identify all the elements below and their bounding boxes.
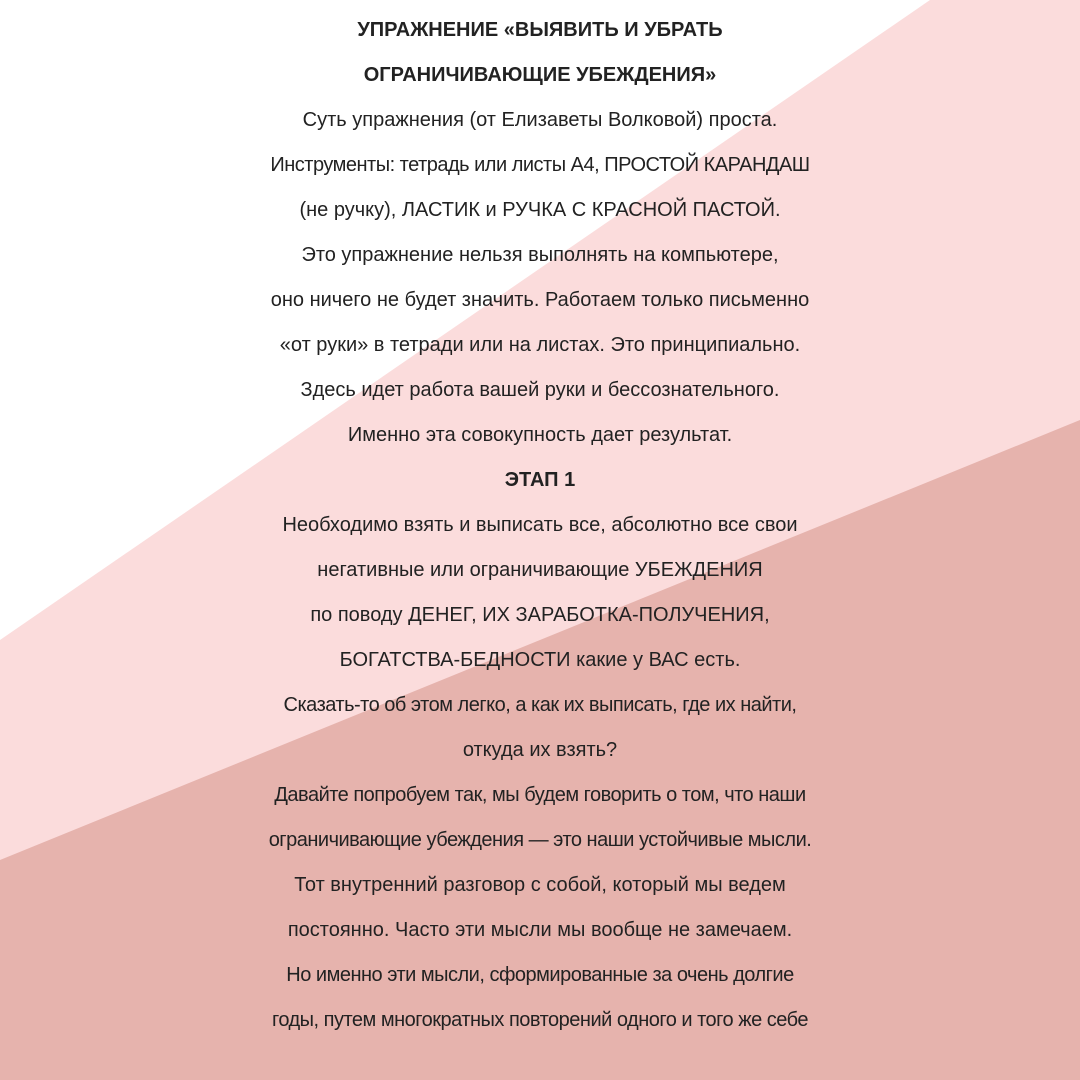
stage-heading: ЭТАП 1 bbox=[504, 469, 576, 491]
stage-line-9: Тот внутренний разговор с собой, который мы ведем bbox=[294, 874, 786, 896]
stage-line-7: Давайте попробуем так, мы будем говорить о том, что наши bbox=[274, 784, 806, 806]
intro-line-8: Именно эта совокупность дает результат. bbox=[347, 424, 733, 446]
stage-line-4: БОГАТСТВА-БЕДНОСТИ какие у ВАС есть. bbox=[339, 649, 741, 671]
stage-line-2: негативные или ограничивающие УБЕЖДЕНИЯ bbox=[317, 559, 763, 581]
stage-line-1: Необходимо взять и выписать все, абсолютно все свои bbox=[282, 514, 798, 536]
stage-line-5: Сказать-то об этом легко, а как их выписать, где их найти, bbox=[283, 694, 797, 716]
title-line-2: ОГРАНИЧИВАЮЩИЕ УБЕЖДЕНИЯ» bbox=[363, 64, 717, 86]
intro-line-3: (не ручку), ЛАСТИК и РУЧКА С КРАСНОЙ ПАСТОЙ. bbox=[299, 199, 781, 221]
intro-line-5: оно ничего не будет значить. Работаем только письменно bbox=[270, 289, 810, 311]
intro-line-2: Инструменты: тетрадь или листы А4, ПРОСТОЙ КАРАНДАШ bbox=[270, 154, 810, 176]
intro-line-4: Это упражнение нельзя выполнять на компьютере, bbox=[301, 244, 779, 266]
stage-line-10: постоянно. Часто эти мысли мы вообще не замечаем. bbox=[287, 919, 793, 941]
stage-line-12: годы, путем многократных повторений одного и того же себе bbox=[271, 1009, 809, 1031]
stage-line-8: ограничивающие убеждения — это наши устойчивые мысли. bbox=[268, 829, 812, 851]
intro-line-7: Здесь идет работа вашей руки и бессознательного. bbox=[300, 379, 780, 401]
title-line-1: УПРАЖНЕНИЕ «ВЫЯВИТЬ И УБРАТЬ bbox=[357, 19, 723, 41]
stage-line-3: по поводу ДЕНЕГ, ИХ ЗАРАБОТКА-ПОЛУЧЕНИЯ, bbox=[310, 604, 770, 626]
stage-line-6: откуда их взять? bbox=[462, 739, 618, 761]
exercise-text bbox=[0, 8, 1080, 1043]
intro-line-1: Суть упражнения (от Елизаветы Волковой) проста. bbox=[302, 109, 778, 131]
stage-line-11: Но именно эти мысли, сформированные за очень долгие bbox=[286, 964, 794, 986]
intro-line-6: «от руки» в тетради или на листах. Это принципиально. bbox=[279, 334, 801, 356]
